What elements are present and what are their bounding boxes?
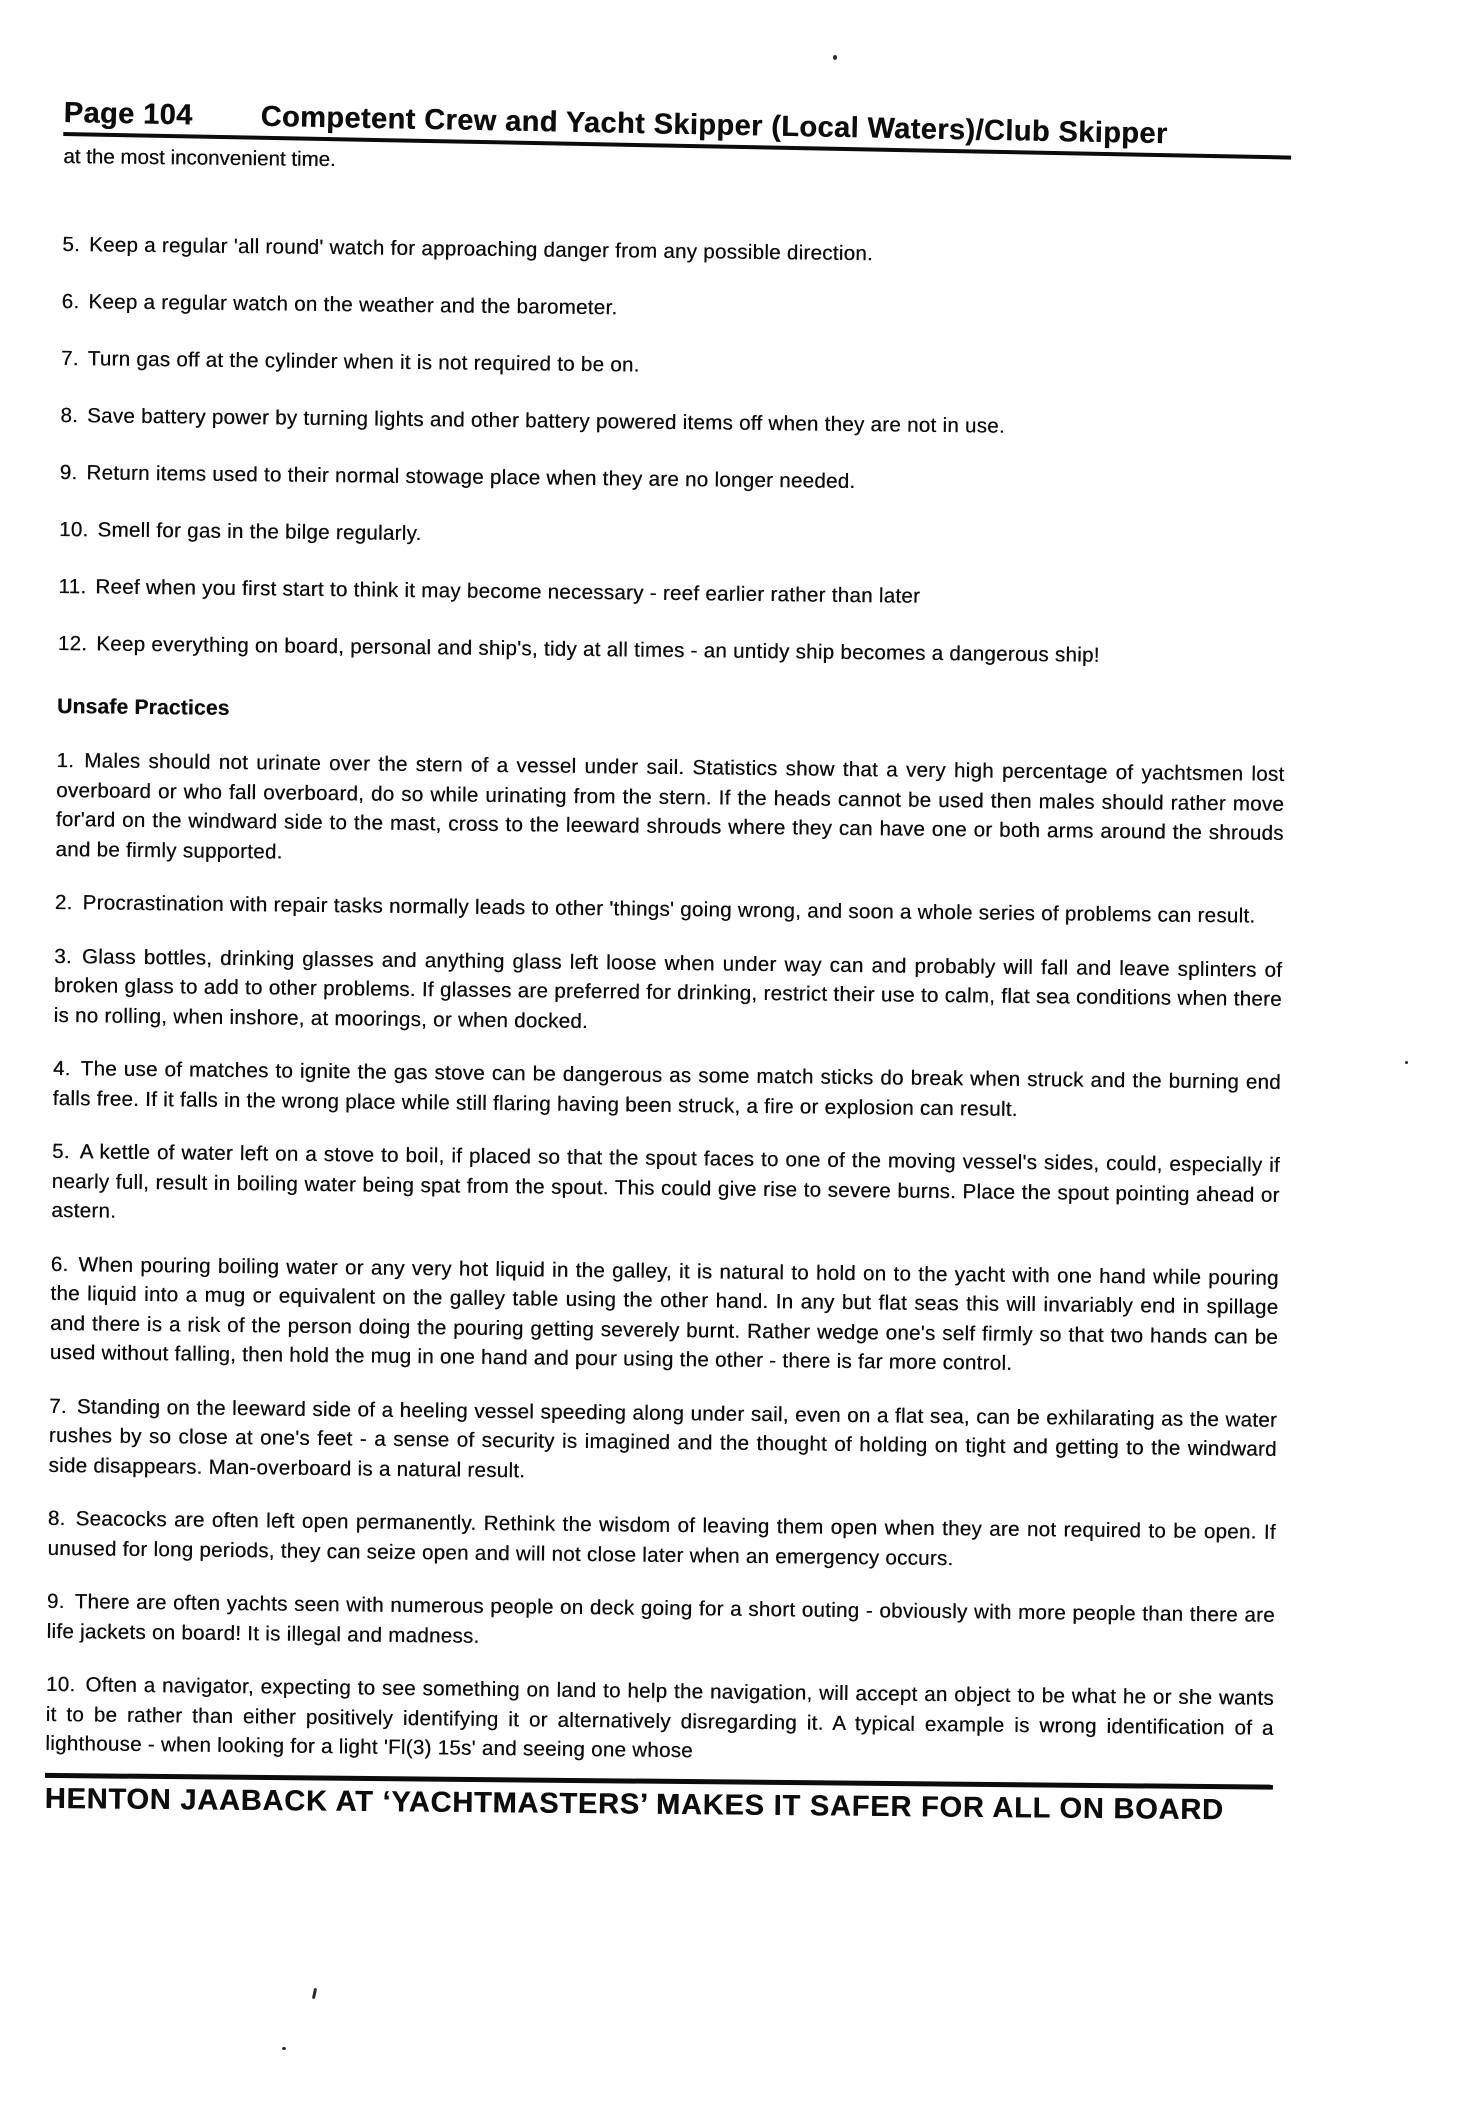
practice-number: 10. (45, 1672, 76, 1697)
practice-text: Standing on the leeward side of a heeling vessel speeding along under sail, even on a flat sea, can be exhilarating as the water rushes by so close at one's feet - a sense of security is imagined and the thought of holding on tight and getting to the windward side disappears. Man-overboard is a natural result. (48, 1394, 1278, 1482)
scan-speck (312, 1988, 317, 1999)
rule-number: 11. (58, 574, 87, 599)
rule-number: 9. (59, 460, 78, 485)
practice-text: Males should not urinate over the stern of a vessel under sail. Statistics show that a very high percentage of yachtsmen lost overboard or who fall overboard, do so while urinating from the stern. If the heads cannot be used then males should rather move for'ard on the windward side to the mast, cross to the leeward shrouds where they can have one or both arms around the shrouds and be firmly supported. (55, 749, 1285, 864)
practice-item (51, 1137, 1280, 1239)
practice-number: 4. (52, 1056, 71, 1081)
practice-number: 9. (46, 1589, 65, 1614)
rule-item (61, 344, 1289, 388)
practice-number: 3. (54, 944, 73, 968)
practice-number: 6. (50, 1252, 69, 1276)
rule-number: 6. (61, 289, 80, 314)
rule-text: Reef when you first start to think it may become necessary - reef earlier rather than later (95, 575, 921, 608)
rule-number: 8. (60, 403, 79, 428)
rule-number: 5. (62, 232, 81, 257)
safety-rules-list (58, 230, 1291, 673)
practice-number: 8. (47, 1506, 66, 1531)
unsafe-practices-list (45, 746, 1284, 1772)
rule-text: Smell for gas in the bilge regularly. (97, 518, 422, 546)
practice-text: Often a navigator, expecting to see something on land to help the navigation, will accept an object to be what he or she wants it to be rather than either positively identifying it or alternatively disregarding it. A typical example is wrong identification of a lighthouse - when looking for a light 'Fl(3) 15s' and seeing one whose (45, 1673, 1275, 1763)
practice-number: 7. (49, 1394, 67, 1418)
practice-item (53, 941, 1282, 1043)
practice-text: Procrastination with repair tasks normally leads to other 'things' going wrong, and soon a whole series of problems can result. (82, 891, 1256, 928)
page-content (45, 98, 1292, 1829)
practice-item (47, 1504, 1276, 1577)
practice-item (46, 1587, 1275, 1660)
practice-text: Seacocks are often left open permanently. Rethink the wisdom of leaving them open when they are not required to be open. If unused for long periods, they can seize open and will not close later when an emergency occurs. (47, 1507, 1276, 1570)
rule-item (60, 401, 1288, 445)
practice-text: A kettle of water left on a stove to boil, if placed so that the spout faces to one of the moving vessel's sides, could, especially if nearly full, result in boiling water being spat from the spout. This could give rise to severe burns. Place the spout pointing ahead or astern. (51, 1140, 1281, 1223)
rule-item (58, 629, 1286, 673)
page-number-label: Page 104 (63, 97, 193, 132)
practice-text: Glass bottles, drinking glasses and anything glass left loose when under way can and probably will fall and leave splinters of broken glass to add to other problems. If glasses are preferred for drinking, restrict their use to calm, flat sea conditions when there is no rolling, when inshore, at moorings, or when docked. (53, 944, 1283, 1033)
practice-text: The use of matches to ignite the gas stove can be dangerous as some match sticks do break when struck and the burning end falls free. If it falls in the wrong place while still flaring having been struck, a fire or explosion can result. (52, 1057, 1282, 1121)
rule-number: 12. (57, 631, 88, 656)
practice-number: 2. (54, 890, 73, 915)
practice-item (50, 1249, 1279, 1381)
practice-number: 5. (51, 1139, 70, 1164)
rule-text: Save battery power by turning lights and other battery powered items off when they are not in use. (86, 404, 1006, 438)
unsafe-practices-heading: Unsafe Practices (56, 694, 230, 720)
rule-item (62, 230, 1290, 274)
rule-text: Return items used to their normal stowage place when they are no longer needed. (86, 461, 856, 494)
practice-item (55, 746, 1284, 878)
rule-number: 7. (60, 346, 79, 371)
rule-number: 10. (58, 517, 89, 542)
document-title: Competent Crew and Yacht Skipper (Local Waters)/Club Skipper (260, 100, 1168, 151)
practice-text: When pouring boiling water or any very hot liquid in the galley, it is natural to hold on to the yacht with one hand while pouring the liquid into a mug or equivalent on the galley table using the other hand. In any but flat seas this will invariably end in spillage and there is a risk of the person doing the pouring getting severely burnt. Rather wedge one's self firmly so that two hands can be used without falling, then hold the mug in one hand and pour using the other - there is far more control. (49, 1252, 1279, 1375)
practice-number: 1. (56, 748, 75, 773)
footer-banner: HENTON JAABACK AT ‘YACHTMASTERS’ MAKES IT SAFER FOR ALL ON BOARD (45, 1772, 1273, 1827)
rule-item (58, 572, 1286, 616)
practice-item (48, 1391, 1277, 1493)
rule-text: Turn gas off at the cylinder when it is not required to be on. (87, 347, 640, 377)
practice-item (55, 888, 1283, 931)
rule-item (60, 458, 1288, 502)
rule-item (62, 287, 1290, 331)
practice-item (52, 1054, 1281, 1127)
practice-item (45, 1670, 1274, 1772)
rule-text: Keep everything on board, personal and ship's, tidy at all times - an untidy ship becomes a dangerous ship! (96, 632, 1100, 667)
practice-text: There are often yachts seen with numerous people on deck going for a short outing - obviously with more people than there are life jackets on board! It is illegal and madness. (46, 1590, 1275, 1648)
rule-text: Keep a regular watch on the weather and the barometer. (88, 290, 618, 320)
scan-speck (282, 2047, 286, 2050)
intro-fragment: at the most inconvenient time. (63, 144, 336, 172)
rule-text: Keep a regular 'all round' watch for approaching danger from any possible direction. (88, 233, 874, 266)
scan-speck (1405, 1061, 1408, 1064)
rule-item (59, 515, 1287, 559)
scan-speck (833, 55, 837, 60)
